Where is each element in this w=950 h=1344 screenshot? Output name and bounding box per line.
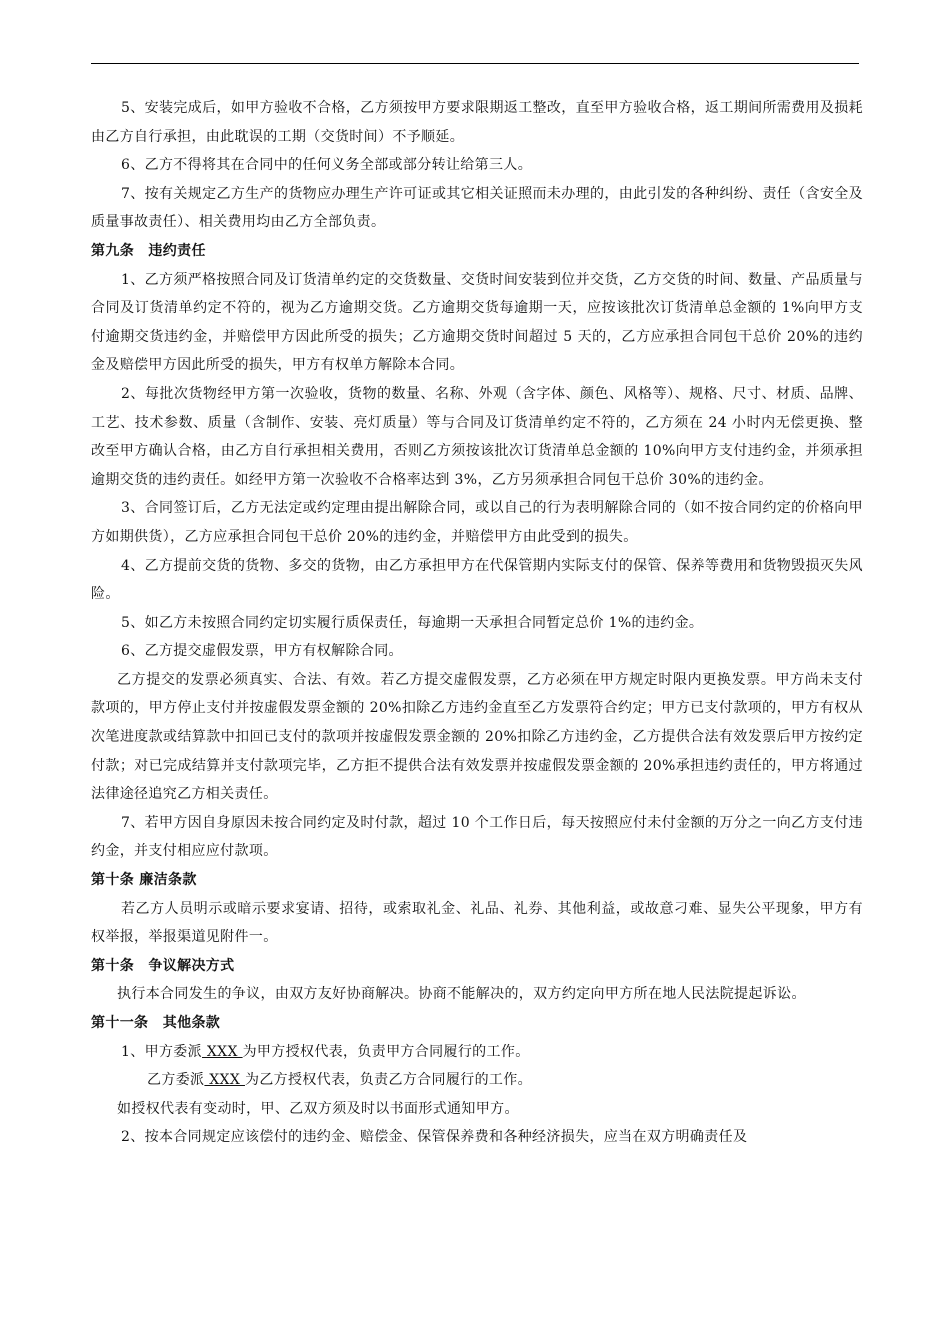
party-b-representative: XXX [204,1072,245,1089]
art10-dispute-text: 执行本合同发生的争议，由双方友好协商解决。协商不能解决的，双方约定向甲方所在地人民法院提起诉讼。 [117,986,806,1003]
art9-paragraph-5: 5、如乙方未按照合同约定切实履行质保责任，每逾期一天承担合同暂定总价 1%的违约金。 [121,614,704,631]
art10-integrity-text: 若乙方人员明示或暗示要求宴请、招待，或索取礼金、礼品、礼券、其他利益，或故意刁难、显失公平现象，甲方有权举报，举报渠道见附件一。 [91,900,863,946]
art11-paragraph-1 [91,1038,863,1067]
art8-paragraph-5: 5、安装完成后，如甲方验收不合格，乙方须按甲方要求限期返工整改，直至甲方验收合格，返工期间所需费用及损耗由乙方自行承担，由此耽误的工期（交货时间）不予顺延。 [91,100,863,145]
art11-p1-suffix: 为甲方授权代表，负责甲方合同履行的工作。 [242,1043,530,1060]
art11-p1b-prefix: 乙方委派 [147,1072,205,1089]
art9-paragraph-4: 4、乙方提前交货的货物、多交的货物，由乙方承担甲方在代保管期内实际支付的保管、保养等费用和货物毁损灭失风险。 [91,557,863,603]
party-a-representative: XXX [202,1043,243,1060]
art9-paragraph-2: 2、每批次货物经甲方第一次验收，货物的数量、名称、外观（含字体、颜色、风格等）、规格、尺寸、材质、品牌、工艺、技术参数、质量（含制作、安装、亮灯质量）等与合同及订货清单约定不符的，乙方须在 24 小时内无偿更换、整改至甲方确认合格，由乙方自行承担相关费用，否则乙方须按该批次订货清单总金额的 10%向甲方支付违约金，并须承担逾期交货的违约责任。如经甲方第一次验收不合格率达到 3%，乙方另须承担合同包干总价 30%的违约金。 [91,385,863,488]
art9-invoice-paragraph: 乙方提交的发票必须真实、合法、有效。若乙方提交虚假发票，乙方必须在甲方规定时限内更换发票。甲方尚未支付款项的，甲方停止支付并按虚假发票金额的 20%扣除乙方违约金直至乙方发票符合约定；甲方已支付款项的，甲方有权从次笔进度款或结算款中扣回已支付的款项并按虚假发票金额的 20%扣除乙方违约金，乙方提供合法有效发票后甲方按约定付款；对已完成结算并支付款项完毕，乙方拒不提供合法有效发票并按虚假发票金额的 20%承担违约责任的，甲方将通过法律途径追究乙方相关责任。 [91,671,863,803]
art9-paragraph-1: 1、乙方须严格按照合同及订货清单约定的交货数量、交货时间安装到位并交货，乙方交货的时间、数量、产品质量与合同及订货清单约定不符的，视为乙方逾期交货。乙方逾期交货每逾期一天，应按该批次订货清单总金额的 1%向甲方支付逾期交货违约金，并赔偿甲方因此所受的损失；乙方逾期交货时间超过 5 天的，乙方应承担合同包干总价 20%的违约金及赔偿甲方因此所受的损失，甲方有权单方解除本合同。 [91,271,863,374]
art8-paragraph-7: 7、按有关规定乙方生产的货物应办理生产许可证或其它相关证照而未办理的，由此引发的各种纠纷、责任（含安全及质量事故责任）、相关费用均由乙方全部负责。 [91,185,863,231]
art11-paragraph-1c: 如授权代表有变动时，甲、乙双方须及时以书面形式通知甲方。 [117,1100,519,1117]
art11-p1-prefix: 1、甲方委派 [121,1043,203,1060]
header-rule [91,63,859,64]
art11-paragraph-2: 2、按本合同规定应该偿付的违约金、赔偿金、保管保养费和各种经济损失，应当在双方明确责任及 [121,1129,748,1146]
art9-paragraph-6: 6、乙方提交虚假发票，甲方有权解除合同。 [121,643,403,660]
contract-body [91,94,863,1152]
article-10-dispute-heading: 第十条 争议解决方式 [91,957,235,974]
art9-paragraph-7: 7、若甲方因自身原因未按合同约定及时付款，超过 10 个工作日后，每天按照应付未付金额的万分之一向乙方支付违约金，并支付相应应付款项。 [91,814,863,860]
art11-paragraph-1b [91,1066,863,1095]
art8-paragraph-6: 6、乙方不得将其在合同中的任何义务全部或部分转让给第三人。 [121,157,533,174]
article-9-heading: 第九条 违约责任 [91,242,206,259]
article-10-integrity-heading: 第十条 廉洁条款 [91,872,197,889]
art11-p1b-suffix: 为乙方授权代表，负责乙方合同履行的工作。 [244,1072,532,1089]
art9-paragraph-3: 3、合同签订后，乙方无法定或约定理由提出解除合同，或以自己的行为表明解除合同的（如不按合同约定的价格向甲方如期供货），乙方应承担合同包干总价 20%的违约金，并赔偿甲方由此受到的损失。 [91,500,863,545]
article-11-heading: 第十一条 其他条款 [91,1015,221,1031]
